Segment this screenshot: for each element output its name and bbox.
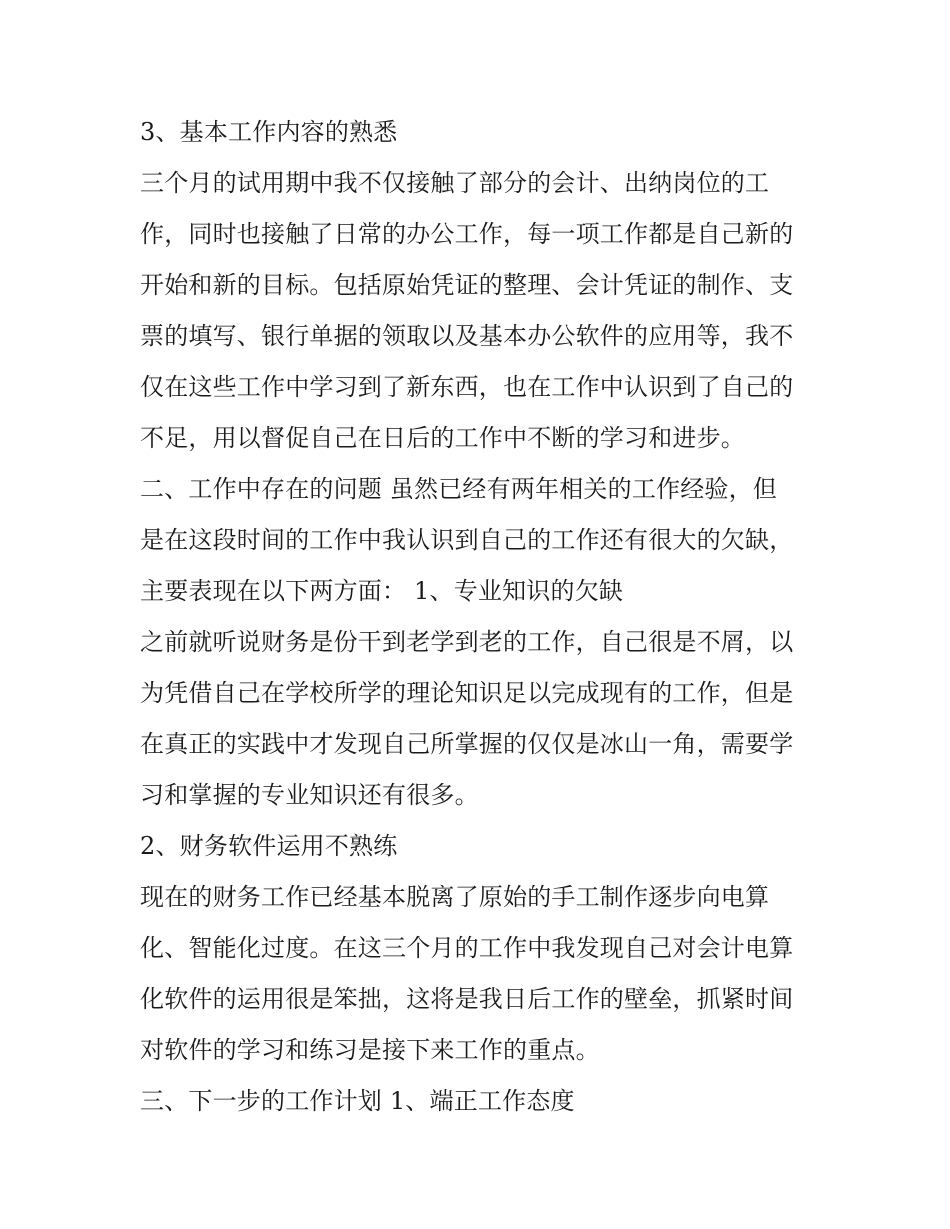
paragraph-line: 仅在这些工作中学习到了新东西，也在工作中认识到了自己的 [140,373,794,401]
paragraph-line: 票的填写、银行单据的领取以及基本办公软件的应用等，我不 [140,322,794,350]
paragraph-line: 作，同时也接触了日常的办公工作，每一项工作都是自己新的 [140,220,794,248]
paragraph-line: 不足，用以督促自己在日后的工作中不断的学习和进步。 [140,424,745,452]
paragraph-line: 化、智能化过度。在这三个月的工作中我发现自己对会计电算 [140,934,794,962]
paragraph-line: 之前就听说财务是份干到老学到老的工作，自己很是不屑，以 [140,628,794,656]
document-body [140,107,820,1127]
paragraph-line: 对软件的学习和练习是接下来工作的重点。 [140,1036,600,1064]
paragraph-line: 化软件的运用很是笨拙，这将是我日后工作的壁垒，抓紧时间 [140,985,794,1013]
paragraph-line: 在真正的实践中才发现自己所掌握的仅仅是冰山一角，需要学 [140,730,794,758]
paragraph-line: 为凭借自己在学校所学的理论知识足以完成现有的工作，但是 [140,679,794,707]
heading-basic-work-content: 3、基本工作内容的熟悉 [140,118,398,146]
paragraph-line: 开始和新的目标。包括原始凭证的整理、会计凭证的制作、支 [140,271,794,299]
heading-next-steps: 三、下一步的工作计划 1、端正工作态度 [140,1087,575,1115]
paragraph-line: 主要表现在以下两方面： 1、专业知识的欠缺 [140,577,624,605]
heading-problems-in-work: 二、工作中存在的问题 虽然已经有两年相关的工作经验，但 [140,475,778,503]
paragraph-line: 三个月的试用期中我不仅接触了部分的会计、出纳岗位的工 [140,169,770,197]
paragraph-line: 是在这段时间的工作中我认识到自己的工作还有很大的欠缺， [140,526,794,554]
paragraph-line: 习和掌握的专业知识还有很多。 [140,781,479,809]
heading-software-skills: 2、财务软件运用不熟练 [140,832,398,860]
paragraph-line: 现在的财务工作已经基本脱离了原始的手工制作逐步向电算 [140,883,770,911]
